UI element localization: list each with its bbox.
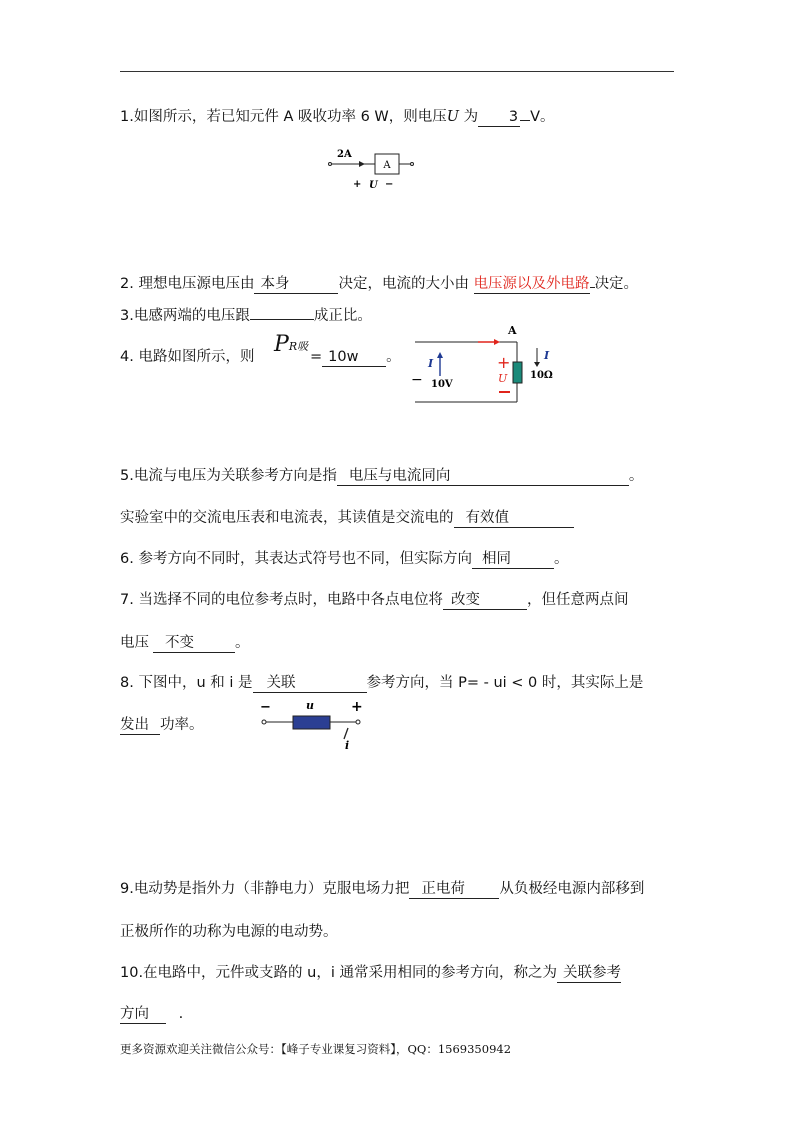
resistor-label: 10Ω — [530, 370, 553, 381]
node-a-label: A — [508, 324, 517, 337]
answer-blank — [250, 319, 314, 320]
header-rule — [120, 71, 674, 72]
voltage-u-label: u — [306, 699, 314, 712]
element-label: A — [383, 160, 391, 171]
answer-blank: 10w — [322, 348, 386, 367]
answer-blank-red: 电压源以及外电路 — [473, 276, 590, 292]
answer-blank: 关联参考 — [557, 964, 621, 983]
figure-element-a — [325, 145, 425, 195]
current-i-label: i — [345, 739, 350, 752]
minus-label: − — [385, 179, 394, 190]
answer-blank: 正电荷 — [409, 880, 499, 899]
answer-blank: 关联 — [253, 674, 367, 693]
answer-blank: 方向 — [120, 1005, 166, 1024]
question-3: 3.电感两端的电压跟 成正比。 — [120, 308, 372, 324]
figure-element-ui — [255, 697, 375, 752]
answer-blank: 有效值 — [454, 509, 574, 528]
question-7-continued: 电压 不变 。 — [120, 635, 250, 651]
plus-label: + — [351, 699, 363, 715]
current-i-right: I — [544, 349, 550, 362]
resistor-10ohm — [513, 362, 522, 383]
answer-blank: 3 — [478, 108, 520, 127]
minus-sign: − — [411, 372, 423, 388]
voltage-u-red: U — [498, 372, 508, 385]
power-symbol: PR吸 — [274, 332, 309, 357]
question-9: 9.电动势是指外力（非静电力）克服电场力把 正电荷 从负极经电源内部移到 — [120, 881, 645, 897]
question-5-continued: 实验室中的交流电压表和电流表，其读值是交流电的 有效值 — [120, 508, 574, 528]
question-8: 8. 下图中，u 和 i 是 关联 参考方向，当 P= - ui < 0 时，其实际上是 — [120, 675, 644, 691]
question-7: 7. 当选择不同的电位参考点时，电路中各点电位将 改变 ，但任意两点间 — [120, 592, 629, 608]
answer-blank: 发出 — [120, 716, 160, 735]
question-8-continued: 发出 功率。 — [120, 717, 204, 733]
question-10: 10.在电路中，元件或支路的 u，i 通常采用相同的参考方向，称之为 关联参考 — [120, 965, 621, 981]
current-label: 2A — [337, 149, 352, 160]
answer-blank: 改变 — [443, 591, 527, 610]
question-6: 6. 参考方向不同时，其表达式符号也不同，但实际方向 相同 。 — [120, 551, 569, 567]
question-1: 1.如图所示，若已知元件 A 吸收功率 6 W，则电压U 为 3 V。 — [120, 109, 555, 125]
plus-label: + — [353, 179, 362, 190]
answer-blank: 相同 — [472, 550, 554, 569]
answer-blank: 电压与电流同向 — [337, 467, 629, 486]
footer-note: 更多资源欢迎关注微信公众号：【峰子专业课复习资料】，QQ：1569350942 — [120, 1042, 512, 1056]
current-i-left: I — [428, 357, 434, 370]
question-9-continued: 正极所作的功称为电源的电动势。 — [120, 924, 338, 940]
answer-blank: 不变 — [153, 634, 235, 653]
plus-sign-red: + — [497, 353, 511, 372]
power-answer: = 10w 。 — [310, 349, 401, 365]
answer-blank: 本身 — [254, 275, 338, 294]
source-label: 10V — [431, 379, 453, 390]
voltage-label: U — [369, 180, 378, 191]
question-2: 2. 理想电压源电压由 本身 决定，电流的大小由 电压源以及外电路 决定。 — [120, 276, 639, 292]
question-4: 4. 电路如图所示，则 — [120, 349, 255, 365]
minus-label: − — [260, 700, 271, 715]
question-10-continued: 方向 . — [120, 1006, 184, 1022]
resistor-element — [293, 716, 330, 729]
question-5: 5.电流与电压为关联参考方向是指 电压与电流同向 。 — [120, 468, 644, 484]
figure-circuit-10v — [410, 320, 560, 410]
